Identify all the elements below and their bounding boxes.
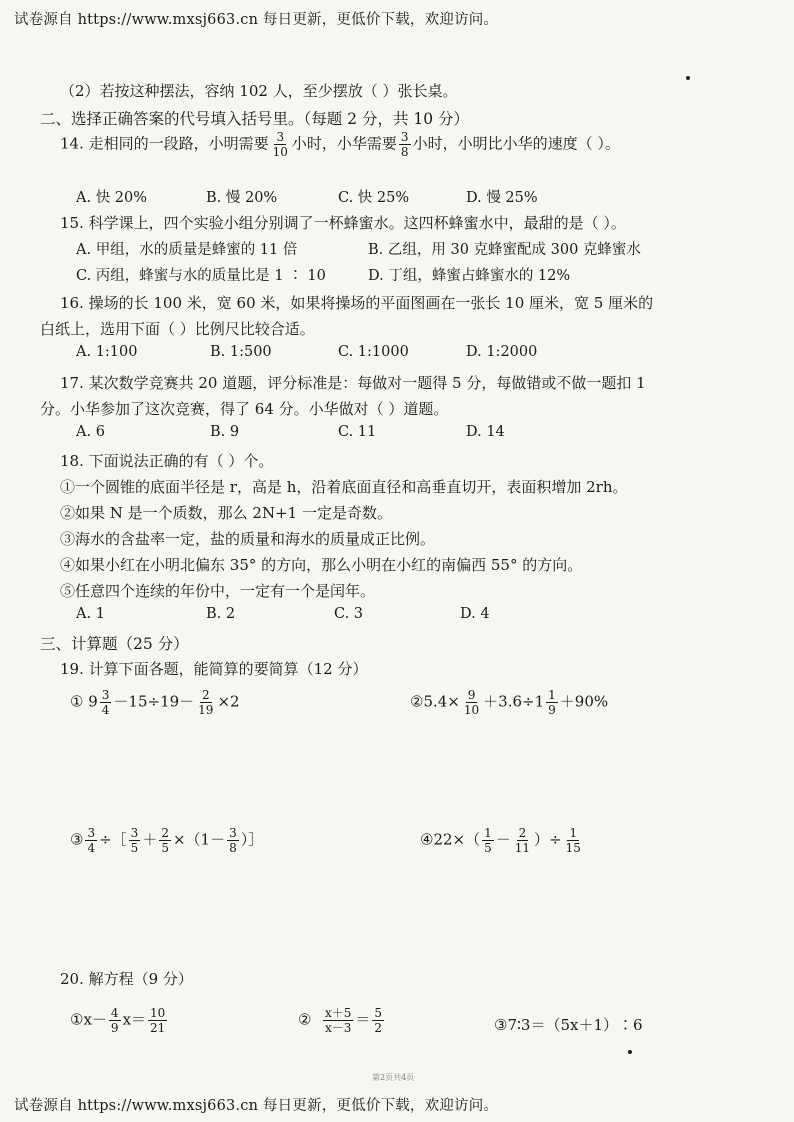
page-number: 第2页共4页 <box>372 1073 415 1082</box>
section-2-heading: 二、选择正确答案的代号填入括号里。（每题 2 分，共 10 分） <box>40 110 470 128</box>
expression-19-2: ②5.4× $\frac{9}{10}$ ＋3.6÷1 $\frac{1}{9}$ ＋90% <box>410 688 609 717</box>
option-16-b: B. 1:500 <box>210 344 272 360</box>
question-16-line-1: 16. 操场的长 100 米，宽 60 米，如果将操场的平面图画在一张长 10 厘米，宽 5 厘米的 <box>60 294 654 312</box>
option-17-a: A. 6 <box>76 424 105 440</box>
option-15-a: A. 甲组，水的质量是蜂蜜的 11 倍 <box>76 242 298 258</box>
option-18-d: D. 4 <box>460 606 490 622</box>
statement-18-1: ①一个圆锥的底面半径是 r，高是 h，沿着底面直径和高垂直切开，表面积增加 2rh。 <box>60 478 628 496</box>
option-18-c: C. 3 <box>334 606 364 622</box>
statement-18-3: ③海水的含盐率一定，盐的质量和海水的质量成正比例。 <box>60 530 436 548</box>
section-3-heading: 三、计算题（25 分） <box>40 635 189 653</box>
option-14-c: C. 快 25% <box>338 190 410 206</box>
option-16-d: D. 1:2000 <box>466 344 538 360</box>
option-16-a: A. 1:100 <box>76 344 138 360</box>
question-18: 18. 下面说法正确的有（ ）个。 <box>60 452 274 470</box>
scan-speck <box>628 1050 632 1054</box>
question-16-line-2: 白纸上，选用下面（ ）比例尺比较合适。 <box>40 320 315 338</box>
option-15-b: B. 乙组，用 30 克蜂蜜配成 300 克蜂蜜水 <box>368 242 641 258</box>
scan-speck <box>686 76 690 80</box>
question-19-title: 19. 计算下面各题，能简算的要简算（12 分） <box>60 660 368 678</box>
equation-20-3: ③7∶3＝（5x＋1）∶6 <box>494 1016 643 1034</box>
option-18-a: A. 1 <box>76 606 105 622</box>
fraction-3-10: $\frac{3}{10}$ <box>272 130 288 159</box>
statement-18-2: ②如果 N 是一个质数，那么 2N+1 一定是奇数。 <box>60 504 392 522</box>
question-15: 15. 科学课上，四个实验小组分别调了一杯蜂蜜水。这四杯蜂蜜水中，最甜的是（ ）。 <box>60 214 626 232</box>
option-14-a: A. 快 20% <box>76 190 148 206</box>
option-17-d: D. 14 <box>466 424 505 440</box>
expression-19-1: ① 9 $\frac{3}{4}$ －15÷19－ $\frac{2}{19}$ ×2 <box>70 688 240 717</box>
option-15-d: D. 丁组，蜂蜜占蜂蜜水的 12% <box>368 268 571 284</box>
equation-20-1: ①x－ $\frac{4}{9}$ x＝ $\frac{10}{21}$ <box>70 1006 166 1035</box>
option-15-c: C. 丙组，蜂蜜与水的质量比是 1 ∶ 10 <box>76 268 326 284</box>
expression-19-4: ④22×（ $\frac{1}{5}$ － $\frac{2}{11}$ ）÷ $\frac{1}{15}$ <box>420 826 581 855</box>
expression-19-3: ③ $\frac{3}{4}$ ÷［ $\frac{3}{5}$ ＋ $\frac{2}{5}$ ×（1－ $\frac{3}{8}$ ）］ <box>70 826 264 855</box>
question-14: 14. 走相同的一段路，小明需要 $\frac{3}{10}$ 小时，小华需要 $\frac{3}{8}$ 小时，小明比小华的速度（ ）。 <box>60 130 620 159</box>
question-17-line-1: 17. 某次数学竞赛共 20 道题，评分标准是：每做对一题得 5 分，每做错或不做一题扣 1 <box>60 374 646 392</box>
option-17-c: C. 11 <box>338 424 377 440</box>
fraction-3-8: $\frac{3}{8}$ <box>400 130 409 159</box>
header-banner: 试卷源自 https://www.mxsj663.cn 每日更新，更低价下载，欢迎访问。 <box>14 12 499 28</box>
option-14-b: B. 慢 20% <box>206 190 278 206</box>
question-20-title: 20. 解方程（9 分） <box>60 970 193 988</box>
question-13-part-2: （2）若按这种摆法，容纳 102 人，至少摆放（ ）张长桌。 <box>60 82 458 100</box>
option-17-b: B. 9 <box>210 424 240 440</box>
option-14-d: D. 慢 25% <box>466 190 538 206</box>
statement-18-4: ④如果小红在小明北偏东 35° 的方向，那么小明在小红的南偏西 55° 的方向。 <box>60 556 583 574</box>
question-17-line-2: 分。小华参加了这次竞赛，得了 64 分。小华做对（ ）道题。 <box>40 400 449 418</box>
equation-20-2: ② $\frac{x+5}{x-3}$ ＝ $\frac{5}{2}$ <box>298 1006 383 1035</box>
footer-banner: 试卷源自 https://www.mxsj663.cn 每日更新，更低价下载，欢迎访问。 <box>14 1098 499 1114</box>
statement-18-5: ⑤任意四个连续的年份中，一定有一个是闰年。 <box>60 582 376 600</box>
option-18-b: B. 2 <box>206 606 236 622</box>
option-16-c: C. 1:1000 <box>338 344 409 360</box>
